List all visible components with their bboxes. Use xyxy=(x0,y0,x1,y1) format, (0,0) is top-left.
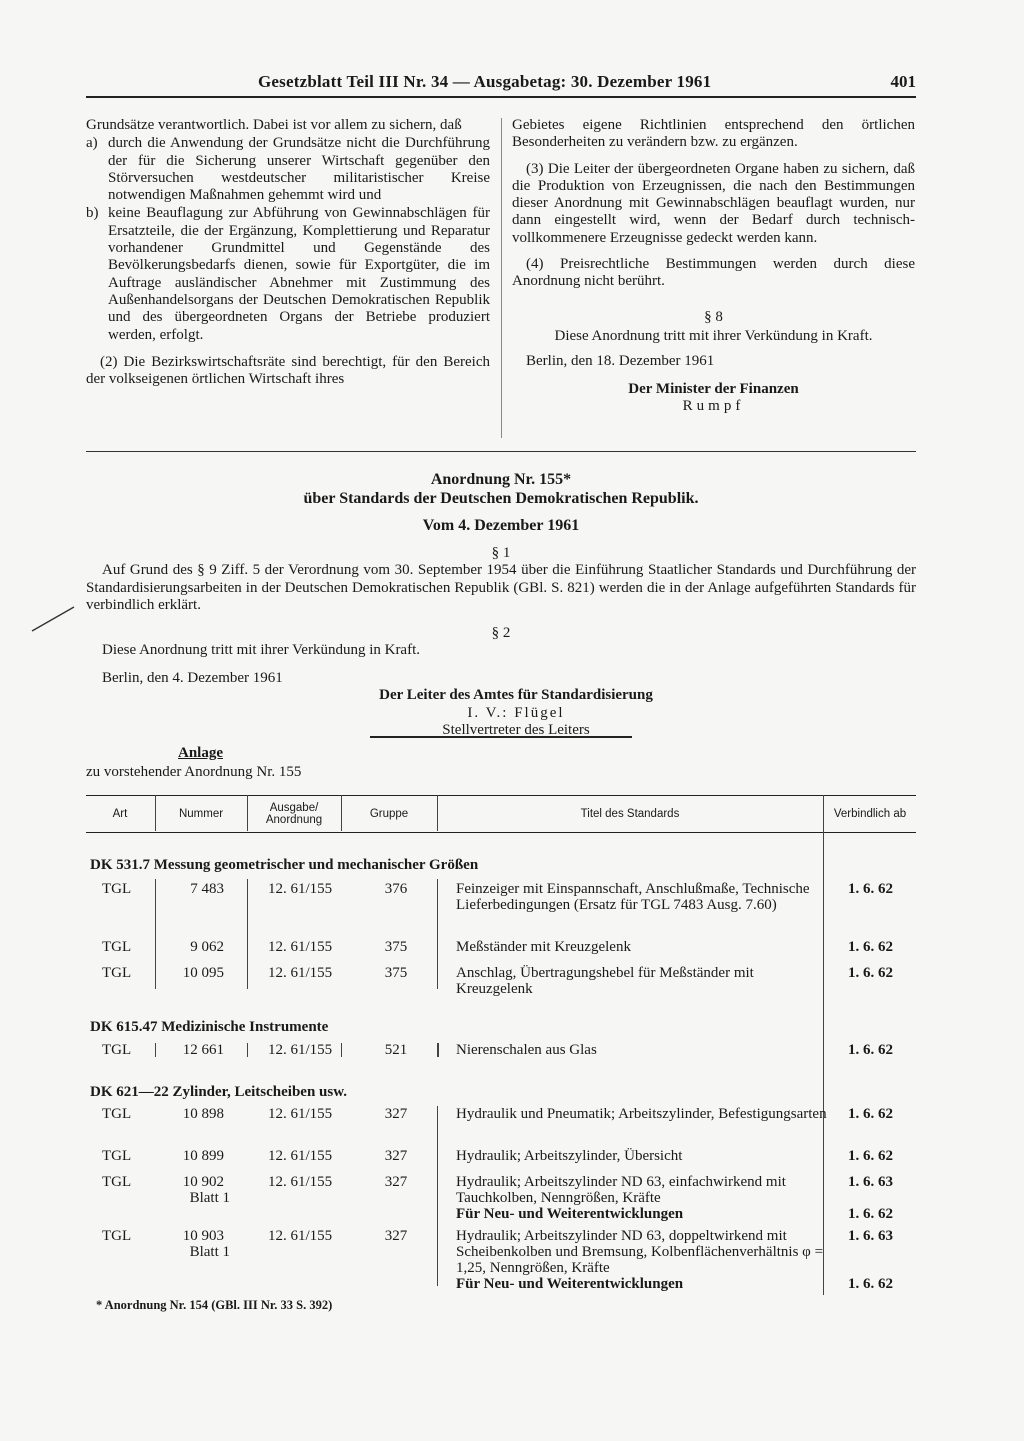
column-separator xyxy=(155,1043,156,1057)
document-date: Vom 4. Dezember 1961 xyxy=(422,517,580,534)
paragraph-3: (3) Die Leiter der übergeordneten Organe haben zu sichern, daß die Produktion von Erzeugnissen, die nach den Bestimmungen dieser Anordnung mit Gewinnabschlägen beauflagt wurden, nur dann eingestellt wird, wenn der Bedarf durch technisch-vollkommenere Erzeugnisse gedeckt werden kann. xyxy=(512,160,915,246)
date-line: Berlin, den 18. Dezember 1961 xyxy=(526,353,715,370)
header-title: Gesetzblatt Teil III Nr. 34 — Ausgabetag: 30. Dezember 1961 xyxy=(258,72,712,91)
cell-art: TGL xyxy=(102,1228,132,1244)
column-separator xyxy=(155,879,156,989)
header-ausgabe: Ausgabe/ Anordnung xyxy=(265,802,323,826)
pencil-mark xyxy=(30,606,76,632)
cell-art: TGL xyxy=(102,1106,132,1122)
column-divider xyxy=(501,118,502,438)
cell-titel-note: Für Neu- und Weiterentwicklungen xyxy=(456,1276,684,1292)
header-gruppe: Gruppe xyxy=(369,808,409,820)
group-heading: DK 531.7 Messung geometrischer und mechanischer Größen xyxy=(90,857,479,873)
cell-gruppe: 327 xyxy=(384,1106,408,1122)
document-title-line1: Anordnung Nr. 155* xyxy=(430,471,572,488)
header-verbindlich: Verbindlich ab xyxy=(833,808,907,820)
cell-art: TGL xyxy=(102,1174,132,1190)
section-1-heading: § 1 xyxy=(491,544,511,561)
cell-gruppe: 327 xyxy=(384,1148,408,1164)
section-heading: § 8 xyxy=(704,308,723,325)
cell-titel: Hydraulik; Arbeitszylinder ND 63, doppeltwirkend mit Scheibenkolben und Bremsung, Kolbenflächenverhältnis φ = 1,25, Nenngrößen, Kräfte xyxy=(456,1228,824,1276)
cell-titel: Hydraulik und Pneumatik; Arbeitszylinder, Befestigungsarten xyxy=(456,1106,827,1122)
list-item-a xyxy=(86,135,490,204)
signer-name: I. V.: Flügel xyxy=(467,704,565,721)
column-separator xyxy=(247,1043,248,1057)
group-heading: DK 615.47 Medizinische Instrumente xyxy=(90,1019,329,1035)
cell-verbindlich: 1. 6. 62 xyxy=(848,939,893,955)
section-1-text: Auf Grund des § 9 Ziff. 5 der Verordnung vom 30. September 1954 über die Einführung Staatlicher Standards und Durchführung der Standardisierungsarbeiten in der Deutschen Demokratischen Republik (GBl. S. 821) werden die in der Anlage aufgeführten Standards für verbindlich erklärt. xyxy=(86,562,916,613)
annex-heading xyxy=(86,744,301,782)
anordnung-155 xyxy=(86,470,916,740)
cell-nummer: 10 898 xyxy=(182,1106,224,1122)
table-header xyxy=(86,795,916,833)
cell-nummer: 9 062 xyxy=(190,939,224,955)
date-line: Berlin, den 4. Dezember 1961 xyxy=(102,669,283,686)
header-nummer: Nummer xyxy=(178,808,224,820)
cell-verbindlich-new: 1. 6. 62 xyxy=(848,1206,893,1222)
list-item-text: keine Beauflagung zur Abführung von Gewinnabschlägen für Ersatzteile, die der Ergänzung, Komplettierung und Reparatur vorhandener Grundmittel und Gegenstände des Bevölkerungsbedarfs dienen, sowie für Exportgüter, die im Auftrage ausländischer Abnehmer mit Zustimmung des Außenhandelsorgans der Deutschen Demokratischen Republik und des übergeordneten Organs der Betriebe produziert werden, erfolgt. xyxy=(108,205,490,343)
cell-verbindlich-new: 1. 6. 62 xyxy=(848,1276,893,1292)
paragraph-2: (2) Die Bezirkswirtschaftsräte sind berechtigt, für den Bereich der volkseigenen örtlichen Wirtschaft ihres xyxy=(86,353,490,388)
column-separator xyxy=(437,1043,439,1057)
section-text: Diese Anordnung tritt mit ihrer Verkündung in Kraft. xyxy=(554,327,873,344)
cell-titel: Nierenschalen aus Glas xyxy=(456,1042,597,1058)
cell-ausgabe: 12. 61/155 xyxy=(268,939,333,955)
header-separator xyxy=(247,795,248,831)
cell-ausgabe: 12. 61/155 xyxy=(268,881,333,897)
cell-nummer: 10 899 xyxy=(182,1148,224,1164)
header-separator xyxy=(155,795,156,831)
annex-subtitle: zu vorstehender Anordnung Nr. 155 xyxy=(86,764,302,780)
header-rule xyxy=(86,96,916,98)
signer-title: Der Leiter des Amtes für Standardisierung xyxy=(379,687,653,703)
cell-gruppe: 375 xyxy=(384,965,408,981)
cell-verbindlich: 1. 6. 62 xyxy=(848,1148,893,1164)
cell-verbindlich: 1. 6. 62 xyxy=(848,1042,893,1058)
cell-verbindlich: 1. 6. 63 xyxy=(848,1174,893,1190)
left-column xyxy=(86,117,490,388)
cell-gruppe: 327 xyxy=(384,1174,408,1190)
column-separator xyxy=(247,879,248,989)
section-2-heading: § 2 xyxy=(491,624,511,641)
cell-ausgabe: 12. 61/155 xyxy=(268,1148,333,1164)
header-separator xyxy=(341,795,342,831)
cell-titel: Hydraulik; Arbeitszylinder ND 63, einfachwirkend mit Tauchkolben, Nenngrößen, Kräfte xyxy=(456,1174,786,1206)
left-intro: Grundsätze verantwortlich. Dabei ist vor allem zu sichern, daß xyxy=(86,117,462,133)
header-separator xyxy=(437,795,438,831)
document-title-line2: über Standards der Deutschen Demokratischen Republik. xyxy=(303,490,699,507)
cell-titel: Hydraulik; Arbeitszylinder, Übersicht xyxy=(456,1148,683,1164)
cell-nummer-sheet: Blatt 1 xyxy=(189,1244,230,1260)
right-column xyxy=(512,117,915,415)
cell-art: TGL xyxy=(102,1042,132,1058)
column-separator xyxy=(437,879,438,989)
column-separator xyxy=(437,1106,438,1286)
cell-titel: Anschlag, Übertragungshebel für Meßständer mit Kreuzgelenk xyxy=(456,965,754,997)
group-heading: DK 621—22 Zylinder, Leitscheiben usw. xyxy=(90,1084,347,1100)
cell-ausgabe: 12. 61/155 xyxy=(268,1042,333,1058)
cell-nummer-sheet: Blatt 1 xyxy=(189,1190,230,1206)
cell-titel-note: Für Neu- und Weiterentwicklungen xyxy=(456,1206,684,1222)
cell-titel: Feinzeiger mit Einspannschaft, Anschlußmaße, Technische Lieferbedingungen (Ersatz für TGL 7483 Ausg. 7.60) xyxy=(456,881,810,913)
column-separator xyxy=(341,1043,342,1057)
header-titel: Titel des Standards xyxy=(580,808,680,820)
list-item-b xyxy=(86,205,490,343)
cell-nummer: 12 661 xyxy=(182,1042,224,1058)
cell-nummer: 10 095 xyxy=(182,965,224,981)
signer-role: Stellvertreter des Leiters xyxy=(442,722,590,738)
cell-gruppe: 376 xyxy=(384,881,408,897)
signer-title: Der Minister der Finanzen xyxy=(628,380,799,397)
cell-gruppe: 327 xyxy=(384,1228,408,1244)
cell-art: TGL xyxy=(102,881,132,897)
cell-art: TGL xyxy=(102,1148,132,1164)
page-number: 401 xyxy=(890,72,916,91)
header-art: Art xyxy=(112,808,128,820)
cell-art: TGL xyxy=(102,965,132,981)
cell-nummer: 10 903 xyxy=(182,1228,224,1244)
standards-table xyxy=(86,795,916,1295)
section-2-text: Diese Anordnung tritt mit ihrer Verkündung in Kraft. xyxy=(102,642,421,658)
cell-verbindlich: 1. 6. 62 xyxy=(848,1106,893,1122)
paragraph-4: (4) Preisrechtliche Bestimmungen werden durch diese Anordnung nicht berührt. xyxy=(512,256,915,290)
list-marker: a) xyxy=(86,135,98,152)
signer-name: Rumpf xyxy=(682,397,745,414)
section-rule xyxy=(86,451,916,452)
cell-ausgabe: 12. 61/155 xyxy=(268,1106,333,1122)
cell-nummer: 7 483 xyxy=(190,881,224,897)
list-item-text: durch die Anwendung der Grundsätze nicht die Durchführung der für die Sicherung unserer Wirtschaft gegenüber den Störversuchen westdeutscher militaristischer Kreise notwendigen Maßnahmen gehemmt wird und xyxy=(108,135,490,204)
cell-gruppe: 521 xyxy=(384,1042,408,1058)
cell-verbindlich: 1. 6. 62 xyxy=(848,965,893,981)
cell-verbindlich: 1. 6. 62 xyxy=(848,881,893,897)
cell-ausgabe: 12. 61/155 xyxy=(268,965,333,981)
list-marker: b) xyxy=(86,205,99,222)
cell-titel: Meßständer mit Kreuzgelenk xyxy=(456,939,631,955)
cell-nummer: 10 902 xyxy=(182,1174,224,1190)
annex-title: Anlage xyxy=(178,745,223,761)
cell-gruppe: 375 xyxy=(384,939,408,955)
cell-art: TGL xyxy=(102,939,132,955)
cell-ausgabe: 12. 61/155 xyxy=(268,1174,333,1190)
footnote: * Anordnung Nr. 154 (GBl. III Nr. 33 S. 392) xyxy=(96,1298,333,1312)
signature-rule xyxy=(370,736,632,738)
right-continuation: Gebietes eigene Richtlinien entsprechend den örtlichen Besonderheiten zu verändern bzw. zu ergänzen. xyxy=(512,117,915,151)
cell-ausgabe: 12. 61/155 xyxy=(268,1228,333,1244)
page-header xyxy=(86,72,916,94)
cell-verbindlich: 1. 6. 63 xyxy=(848,1228,893,1244)
